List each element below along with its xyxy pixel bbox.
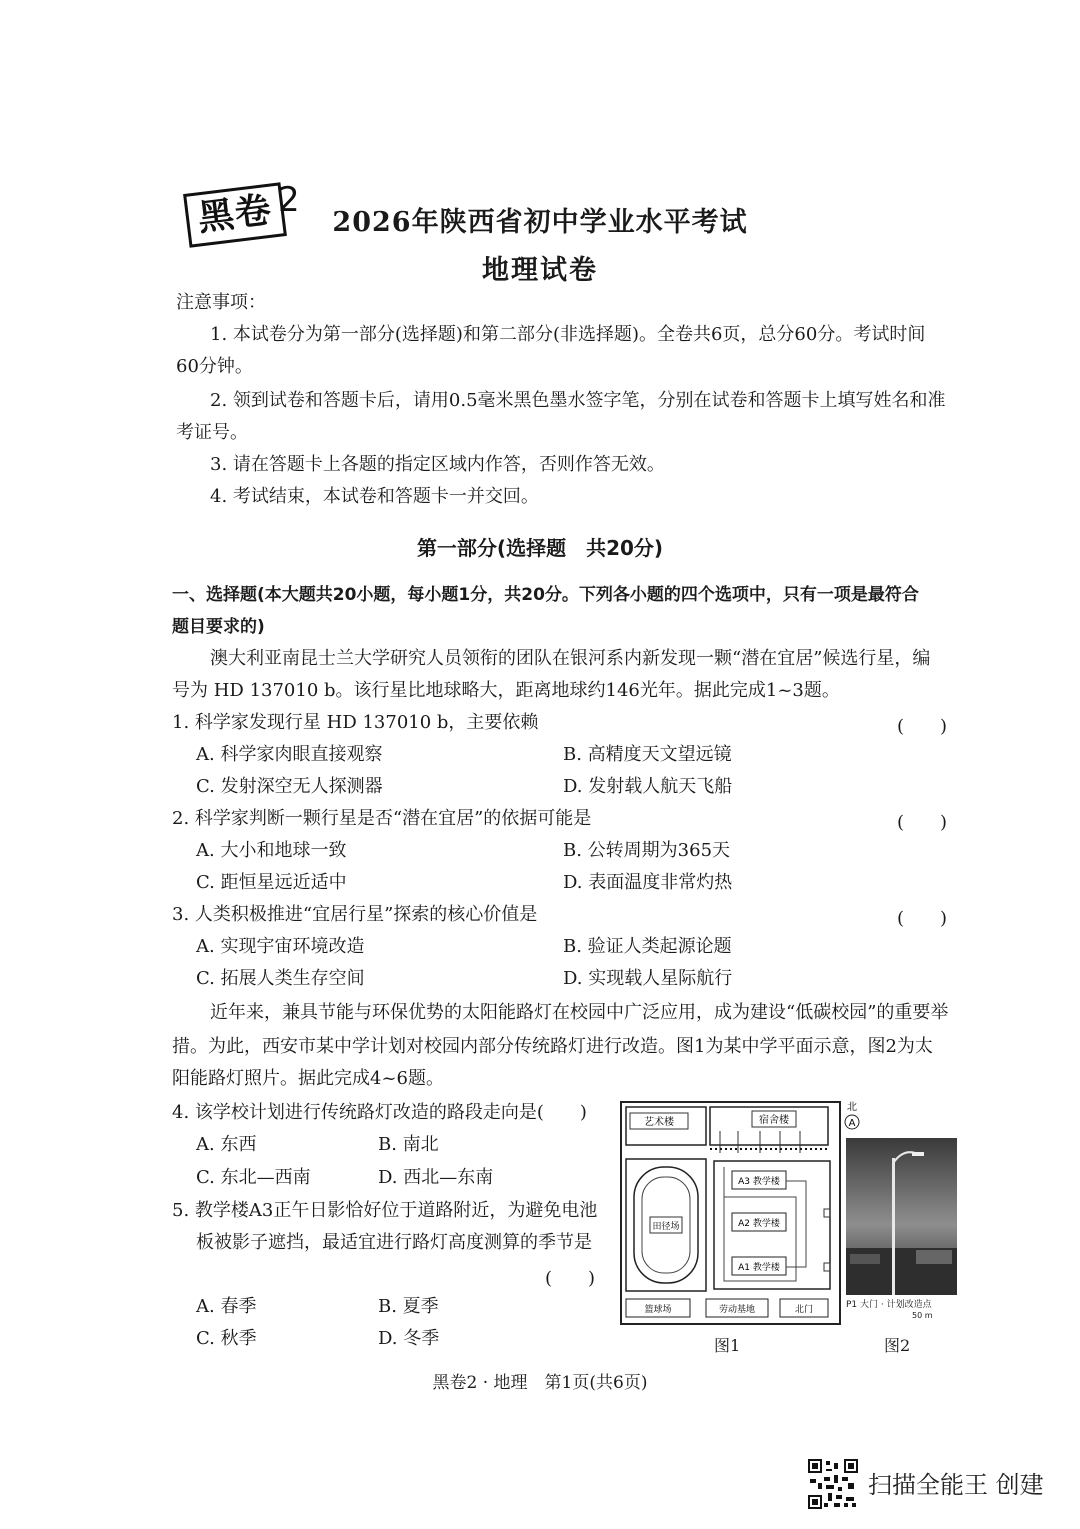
option[interactable]: B. 高精度天文望远镜 bbox=[563, 744, 732, 765]
question-5-stem: 5. 教学楼A3正午日影恰好位于道路附近，为避免电池 bbox=[172, 1200, 598, 1221]
option[interactable]: A. 大小和地球一致 bbox=[196, 840, 347, 861]
note-line: 1. 本试卷分为第一部分(选择题)和第二部分(非选择题)。全卷共6页，总分60分。考试时间 bbox=[210, 324, 926, 345]
option[interactable]: A. 春季 bbox=[196, 1296, 257, 1317]
option[interactable]: B. 夏季 bbox=[378, 1296, 439, 1317]
figure-1-caption: 图1 bbox=[714, 1336, 741, 1355]
page-footer: 黑卷2 · 地理 第1页(共6页) bbox=[432, 1373, 648, 1393]
logo-text: 黑卷 bbox=[183, 182, 287, 248]
exam-title: 2026年陕西省初中学业水平考试 bbox=[332, 207, 748, 238]
figure-2-caption: 图2 bbox=[884, 1336, 911, 1355]
north-gate-label: 北门 bbox=[794, 1305, 814, 1315]
building-a2-label: A2 教学楼 bbox=[738, 1219, 780, 1229]
scanner-watermark: 扫描全能王 创建 bbox=[868, 1471, 1044, 1499]
exam-subtitle: 地理试卷 bbox=[482, 255, 598, 286]
track-field-label: 田径场 bbox=[652, 1222, 680, 1232]
question-1-stem: 1. 科学家发现行星 HD 137010 b，主要依赖 bbox=[172, 712, 539, 733]
basketball-court-label: 篮球场 bbox=[644, 1305, 672, 1315]
option[interactable]: A. 科学家肉眼直接观察 bbox=[196, 744, 383, 765]
answer-blank[interactable]: ( ) bbox=[897, 812, 948, 833]
answer-blank[interactable]: ( ) bbox=[545, 1268, 596, 1289]
question-5-stem: 板被影子遮挡，最适宜进行路灯高度测算的季节是 bbox=[196, 1232, 592, 1253]
option[interactable]: D. 表面温度非常灼热 bbox=[563, 872, 733, 893]
solar-lamp-photo bbox=[846, 1138, 957, 1295]
art-building-label: 艺术楼 bbox=[644, 1117, 674, 1128]
option[interactable]: D. 实现载人星际航行 bbox=[563, 968, 733, 989]
option[interactable]: C. 拓展人类生存空间 bbox=[196, 968, 365, 989]
question-3-stem: 3. 人类积极推进“宜居行星”探索的核心价值是 bbox=[172, 904, 538, 925]
section-title: 第一部分(选择题 共20分) bbox=[416, 536, 664, 560]
option[interactable]: C. 东北—西南 bbox=[196, 1167, 311, 1188]
option[interactable]: A. 实现宇宙环境改造 bbox=[196, 936, 365, 957]
dorm-label: 宿舍楼 bbox=[759, 1115, 789, 1126]
option[interactable]: D. 冬季 bbox=[378, 1328, 440, 1349]
question-4-stem: 4. 该学校计划进行传统路灯改造的路段走向是( ) bbox=[172, 1102, 587, 1123]
qr-code-icon bbox=[808, 1459, 858, 1509]
map-legend: P1 大门 · 计划改造点 bbox=[846, 1300, 932, 1310]
note-line: 60分钟。 bbox=[176, 356, 253, 377]
passage-line: 阳能路灯照片。据此完成4~6题。 bbox=[172, 1068, 444, 1089]
answer-blank[interactable]: ( ) bbox=[897, 908, 948, 929]
building-a1-label: A1 教学楼 bbox=[738, 1263, 780, 1273]
option[interactable]: A. 东西 bbox=[196, 1134, 257, 1155]
notes-heading: 注意事项： bbox=[176, 292, 266, 313]
option[interactable]: B. 验证人类起源论题 bbox=[563, 936, 732, 957]
passage-line: 澳大利亚南昆士兰大学研究人员领衔的团队在银河系内新发现一颗“潜在宜居”候选行星，编 bbox=[210, 648, 931, 669]
passage-line: 措。为此，西安市某中学计划对校园内部分传统路灯进行改造。图1为某中学平面示意，图2为太 bbox=[172, 1036, 933, 1057]
north-arrow-icon bbox=[840, 1100, 864, 1134]
note-line: 考证号。 bbox=[176, 422, 248, 443]
option[interactable]: D. 发射载人航天飞船 bbox=[563, 776, 733, 797]
option[interactable]: C. 距恒星远近适中 bbox=[196, 872, 347, 893]
answer-blank[interactable]: ( ) bbox=[897, 716, 948, 737]
note-line: 2. 领到试卷和答题卡后，请用0.5毫米黑色墨水签字笔，分别在试卷和答题卡上填写姓名和准 bbox=[210, 390, 946, 411]
option[interactable]: C. 秋季 bbox=[196, 1328, 257, 1349]
logo-number: 2 bbox=[278, 180, 300, 220]
section-instruction: 一、选择题(本大题共20小题，每小题1分，共20分。下列各小题的四个选项中，只有一项是最符合 bbox=[172, 585, 919, 605]
note-line: 4. 考试结束，本试卷和答题卡一并交回。 bbox=[210, 486, 539, 507]
building-a3-label: A3 教学楼 bbox=[738, 1177, 780, 1187]
section-instruction: 题目要求的) bbox=[172, 617, 265, 637]
option[interactable]: D. 西北—东南 bbox=[378, 1167, 494, 1188]
option[interactable]: B. 公转周期为365天 bbox=[563, 840, 731, 861]
option[interactable]: B. 南北 bbox=[378, 1134, 439, 1155]
north-mark: A bbox=[848, 1118, 856, 1129]
question-2-stem: 2. 科学家判断一颗行星是否“潜在宜居”的依据可能是 bbox=[172, 808, 592, 829]
map-scale: 50 m bbox=[912, 1311, 933, 1320]
school-plan-map bbox=[620, 1101, 841, 1325]
note-line: 3. 请在答题卡上各题的指定区域内作答，否则作答无效。 bbox=[210, 454, 665, 475]
passage-line: 号为 HD 137010 b。该行星比地球略大，距离地球约146光年。据此完成1~3题。 bbox=[172, 680, 840, 701]
north-label: 北 bbox=[847, 1102, 857, 1113]
passage-line: 近年来，兼具节能与环保优势的太阳能路灯在校园中广泛应用，成为建设“低碳校园”的重要举 bbox=[210, 1002, 949, 1023]
option[interactable]: C. 发射深空无人探测器 bbox=[196, 776, 383, 797]
labor-base-label: 劳动基地 bbox=[718, 1305, 756, 1315]
